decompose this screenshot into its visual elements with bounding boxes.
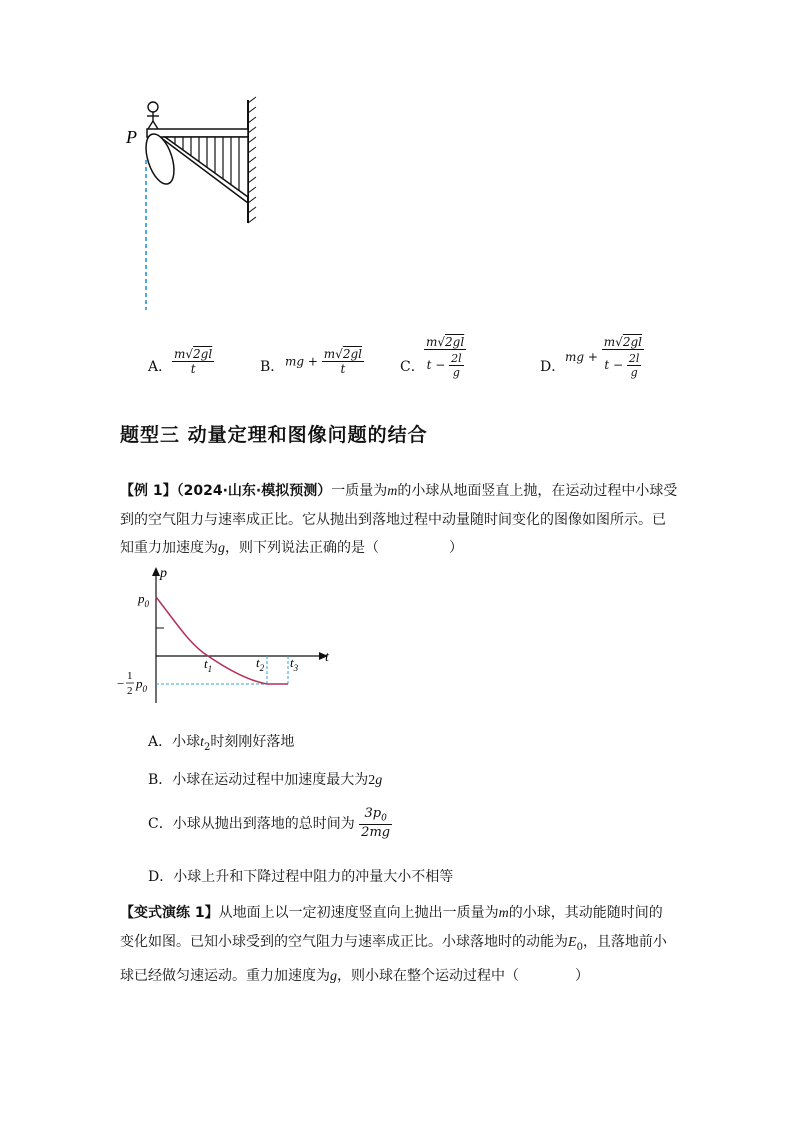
example1-paragraph xyxy=(120,477,680,563)
example1-line1: 【例 1】（2024·山东·模拟预测）一质量为m的小球从地面竖直上抛，在运动过程中小球受 xyxy=(120,483,678,499)
practice1-paragraph xyxy=(120,899,680,991)
neg-half-den: 2 xyxy=(127,685,133,697)
p0-label: $p_0$ xyxy=(138,591,149,609)
option-b-formula: mg + $\frac{m√2gl}{t}$ xyxy=(285,347,362,376)
option-c-formula: m√2gl t − $\frac{2l}{g}$ xyxy=(426,335,465,379)
choice-c[interactable]: C．小球从抛出到落地的总时间为 $\frac{3p_0}{2mg}$ xyxy=(148,806,391,840)
choice-d[interactable]: D．小球上升和下降过程中阻力的冲量大小不相等 xyxy=(148,869,454,885)
option-b-letter: B． xyxy=(260,359,285,375)
practice1-line2: 变化如图。已知小球受到的空气阻力与速率成正比。小球落地时的动能为$E_0$，且落地前小 xyxy=(120,934,667,953)
momentum-curve xyxy=(156,597,288,684)
t1-label: $t_1$ xyxy=(204,656,213,674)
option-a-letter: A． xyxy=(148,359,173,375)
point-p-label: P xyxy=(126,127,137,147)
option-b[interactable] xyxy=(260,356,284,376)
wall-hatch xyxy=(248,97,256,223)
example1-line3: 知重力加速度为g，则下列说法正确的是（ ） xyxy=(120,540,463,556)
x-axis-label: t xyxy=(325,650,329,665)
choice-a[interactable]: A．小球$t_2$时刻刚好落地 xyxy=(148,734,295,753)
t2-label: $t_2$ xyxy=(256,655,265,673)
momentum-graph xyxy=(115,563,345,708)
y-axis-label: p xyxy=(160,566,167,581)
neg-half-num: 1 xyxy=(127,670,133,682)
neg-half-minus: − xyxy=(117,676,125,691)
section-title: 题型三 动量定理和图像问题的结合 xyxy=(120,424,428,446)
person-icon xyxy=(147,102,159,129)
option-d[interactable] xyxy=(540,356,565,376)
option-c-letter: C． xyxy=(400,359,425,375)
option-a[interactable] xyxy=(148,356,172,376)
platform xyxy=(147,129,248,137)
t3-label: $t_3$ xyxy=(290,655,299,673)
top-diagram xyxy=(120,95,280,320)
practice1-line3: 球已经做匀速运动。重力加速度为g，则小球在整个运动过程中（ ） xyxy=(120,967,589,984)
choice-b[interactable]: B．小球在运动过程中加速度最大为2g xyxy=(148,772,383,788)
practice1-line1: 【变式演练 1】从地面上以一定初速度竖直向上抛出一质量为m的小球，其动能随时间的 xyxy=(120,905,663,921)
y-axis-arrow xyxy=(152,567,160,576)
option-d-letter: D． xyxy=(540,359,566,375)
option-c[interactable] xyxy=(400,356,425,376)
option-d-formula: mg + m√2gl t − $\frac{2l}{g}$ xyxy=(565,335,642,379)
neg-p-label: $p_0$ xyxy=(136,676,147,694)
option-a-formula: $\frac{m√2gl}{t}$ xyxy=(174,347,213,376)
example1-line2: 到的空气阻力与速率成正比。它从抛出到落地过程中动量随时间变化的图像如图所示。已 xyxy=(120,512,666,528)
